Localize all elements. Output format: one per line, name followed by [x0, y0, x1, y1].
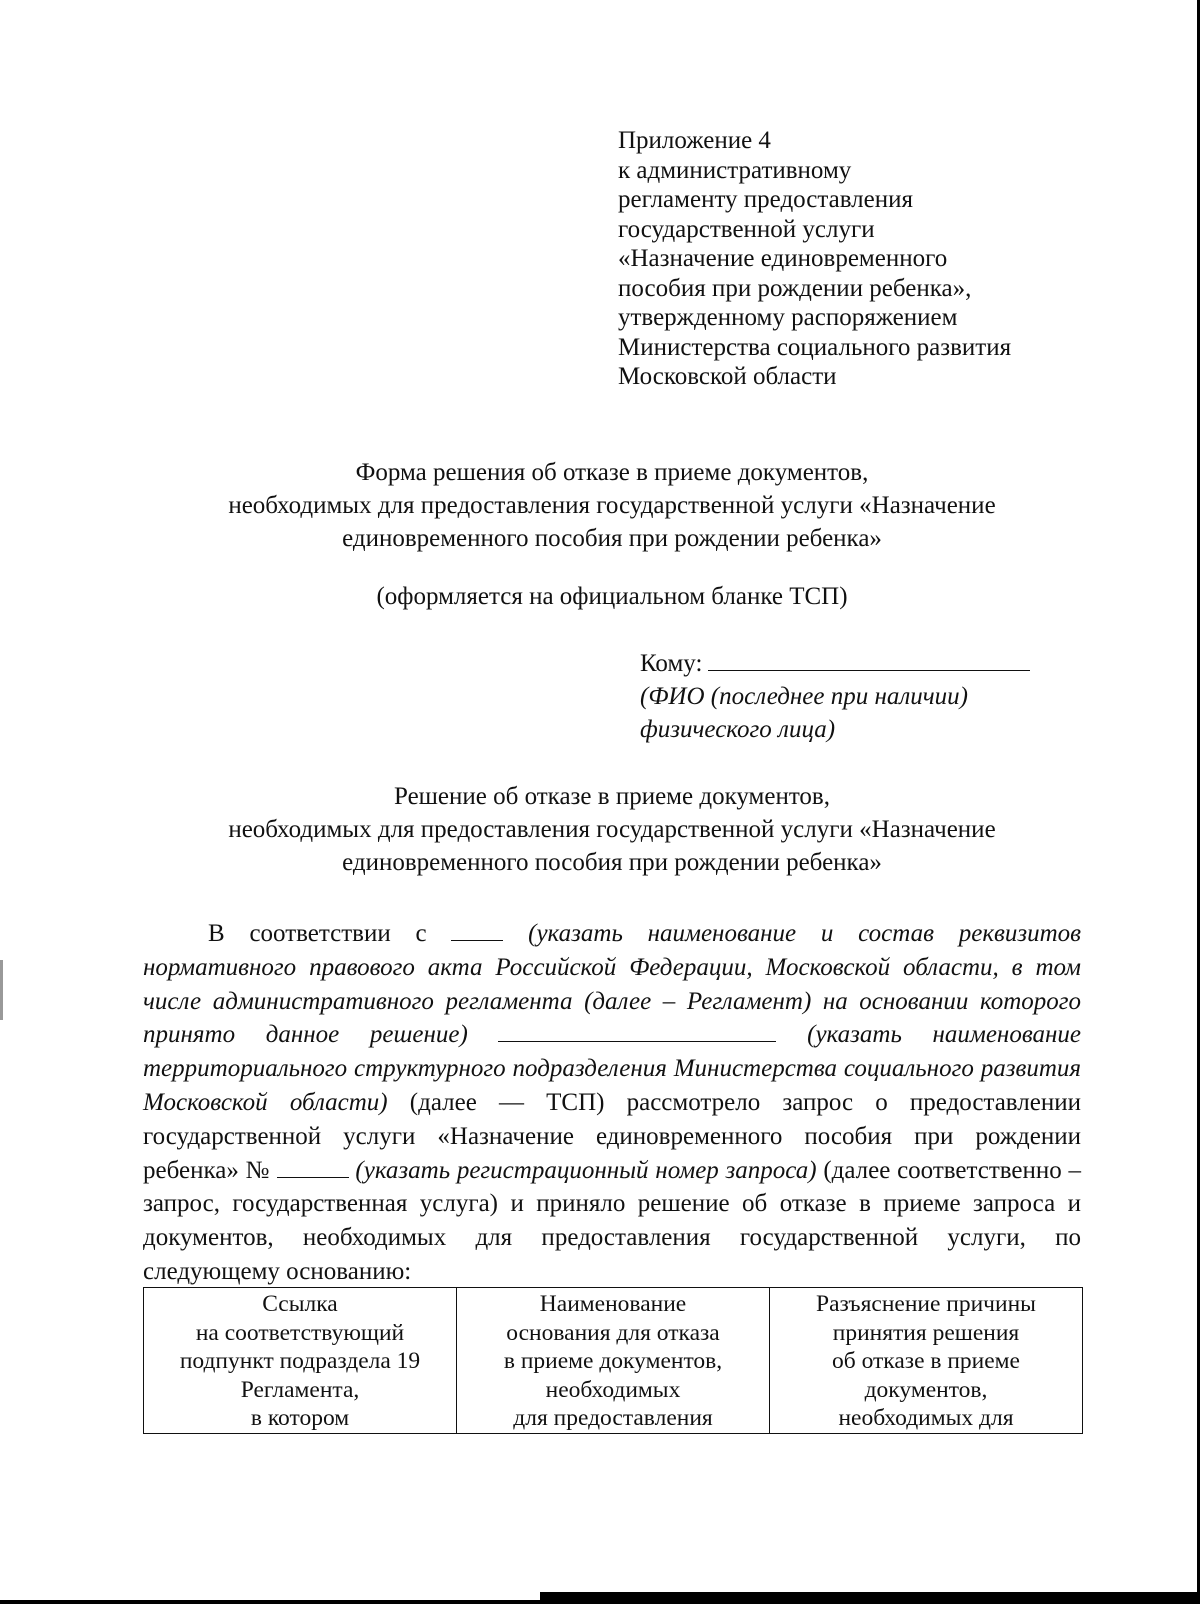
appendix-line: государственной услуги [618, 215, 875, 243]
appendix-line: Московской области [618, 363, 837, 390]
header-line: Регламента, [240, 1376, 360, 1403]
tsp-blank-field[interactable] [498, 1019, 776, 1042]
header-line: Ссылка [262, 1291, 338, 1317]
table-row [144, 1288, 1083, 1434]
body-text: (далее — ТСП) рассмотрело запрос о предоставлении государственной услуги «Назначение единовременного пособия при рождении ребенка» № [143, 1088, 1081, 1184]
decision-title [140, 780, 1084, 879]
header-line: для предоставления [513, 1405, 713, 1431]
form-title-line: единовременного пособия при рождении ребенка» [342, 525, 882, 552]
body-text: В соответствии с [208, 920, 427, 947]
header-line: об отказе в приеме [832, 1348, 1020, 1374]
header-line: на соответствующий [195, 1319, 405, 1346]
header-line: Разъяснение причины [816, 1291, 1036, 1317]
form-title [140, 456, 1084, 555]
scan-edge [0, 960, 3, 1020]
body-italic-hint: (указать наименование и состав реквизитов нормативного правового акта Российской Федерации, Московской области, в том числе административного регламента (далее – Регламент) на основании которого принято данное решение) [143, 920, 1082, 1049]
header-line: принятия решения [832, 1319, 1020, 1346]
appendix-line: пособия при рождении ребенка», [618, 274, 972, 302]
appendix-line: «Назначение единовременного [618, 245, 948, 272]
appendix-line: Министерства социального развития [618, 333, 1012, 361]
header-line: основания для отказа [506, 1319, 720, 1346]
recipient-name-field[interactable] [708, 646, 1030, 671]
body-text: (далее соответственно – запрос, государственная услуга) и приняло решение об отказе в приеме запроса и документов, необходимых для предоставления государственной услуги, по следующему основанию: [143, 1156, 1082, 1285]
appendix-line: утвержденному распоряжением [618, 304, 958, 331]
appendix-line: регламенту предоставления [618, 186, 914, 213]
body-italic-hint: (указать наименование территориального структурного подразделения Министерства социального развития Московской области) [143, 1021, 1082, 1116]
decision-paragraph [143, 917, 1081, 1289]
blank-note: (оформляется на официальном бланке ТСП) [376, 583, 848, 610]
decision-title-line: единовременного пособия при рождении ребенка» [342, 849, 882, 876]
decision-title-line: Решение об отказе в приеме документов, [394, 783, 830, 810]
header-line: подпункт подраздела 19 [179, 1348, 421, 1374]
header-line: Наименование [539, 1291, 687, 1317]
form-title-line: необходимых для предоставления государственной услуги «Назначение [228, 492, 996, 519]
body-italic-hint: (указать регистрационный номер запроса) [355, 1156, 817, 1184]
recipient-block [640, 646, 1100, 746]
header-line: документов, [864, 1376, 988, 1403]
table-header-cell [770, 1288, 1083, 1434]
table-header-cell [144, 1288, 457, 1434]
decision-body [143, 917, 1081, 1289]
decision-title-line: необходимых для предоставления государственной услуги «Назначение [228, 816, 996, 843]
form-title-line: Форма решения об отказе в приеме документов, [355, 459, 869, 486]
appendix-line: к административному [618, 156, 852, 184]
recipient-hint: (ФИО (последнее при наличии) [640, 683, 969, 710]
header-line: необходимых для [838, 1405, 1014, 1431]
act-blank-field[interactable] [451, 918, 503, 941]
reasons-table [143, 1287, 1083, 1434]
scan-edge [540, 1592, 1200, 1604]
table-header-cell [457, 1288, 770, 1434]
header-line: в приеме документов, [503, 1348, 723, 1374]
header-line: в котором [250, 1405, 350, 1431]
request-number-field[interactable] [277, 1155, 349, 1178]
appendix-header [618, 126, 1118, 392]
header-line: необходимых [545, 1376, 681, 1403]
recipient-hint: физического лица) [640, 716, 836, 743]
appendix-line: Приложение 4 [618, 127, 771, 154]
recipient-label: Кому: [640, 650, 703, 677]
